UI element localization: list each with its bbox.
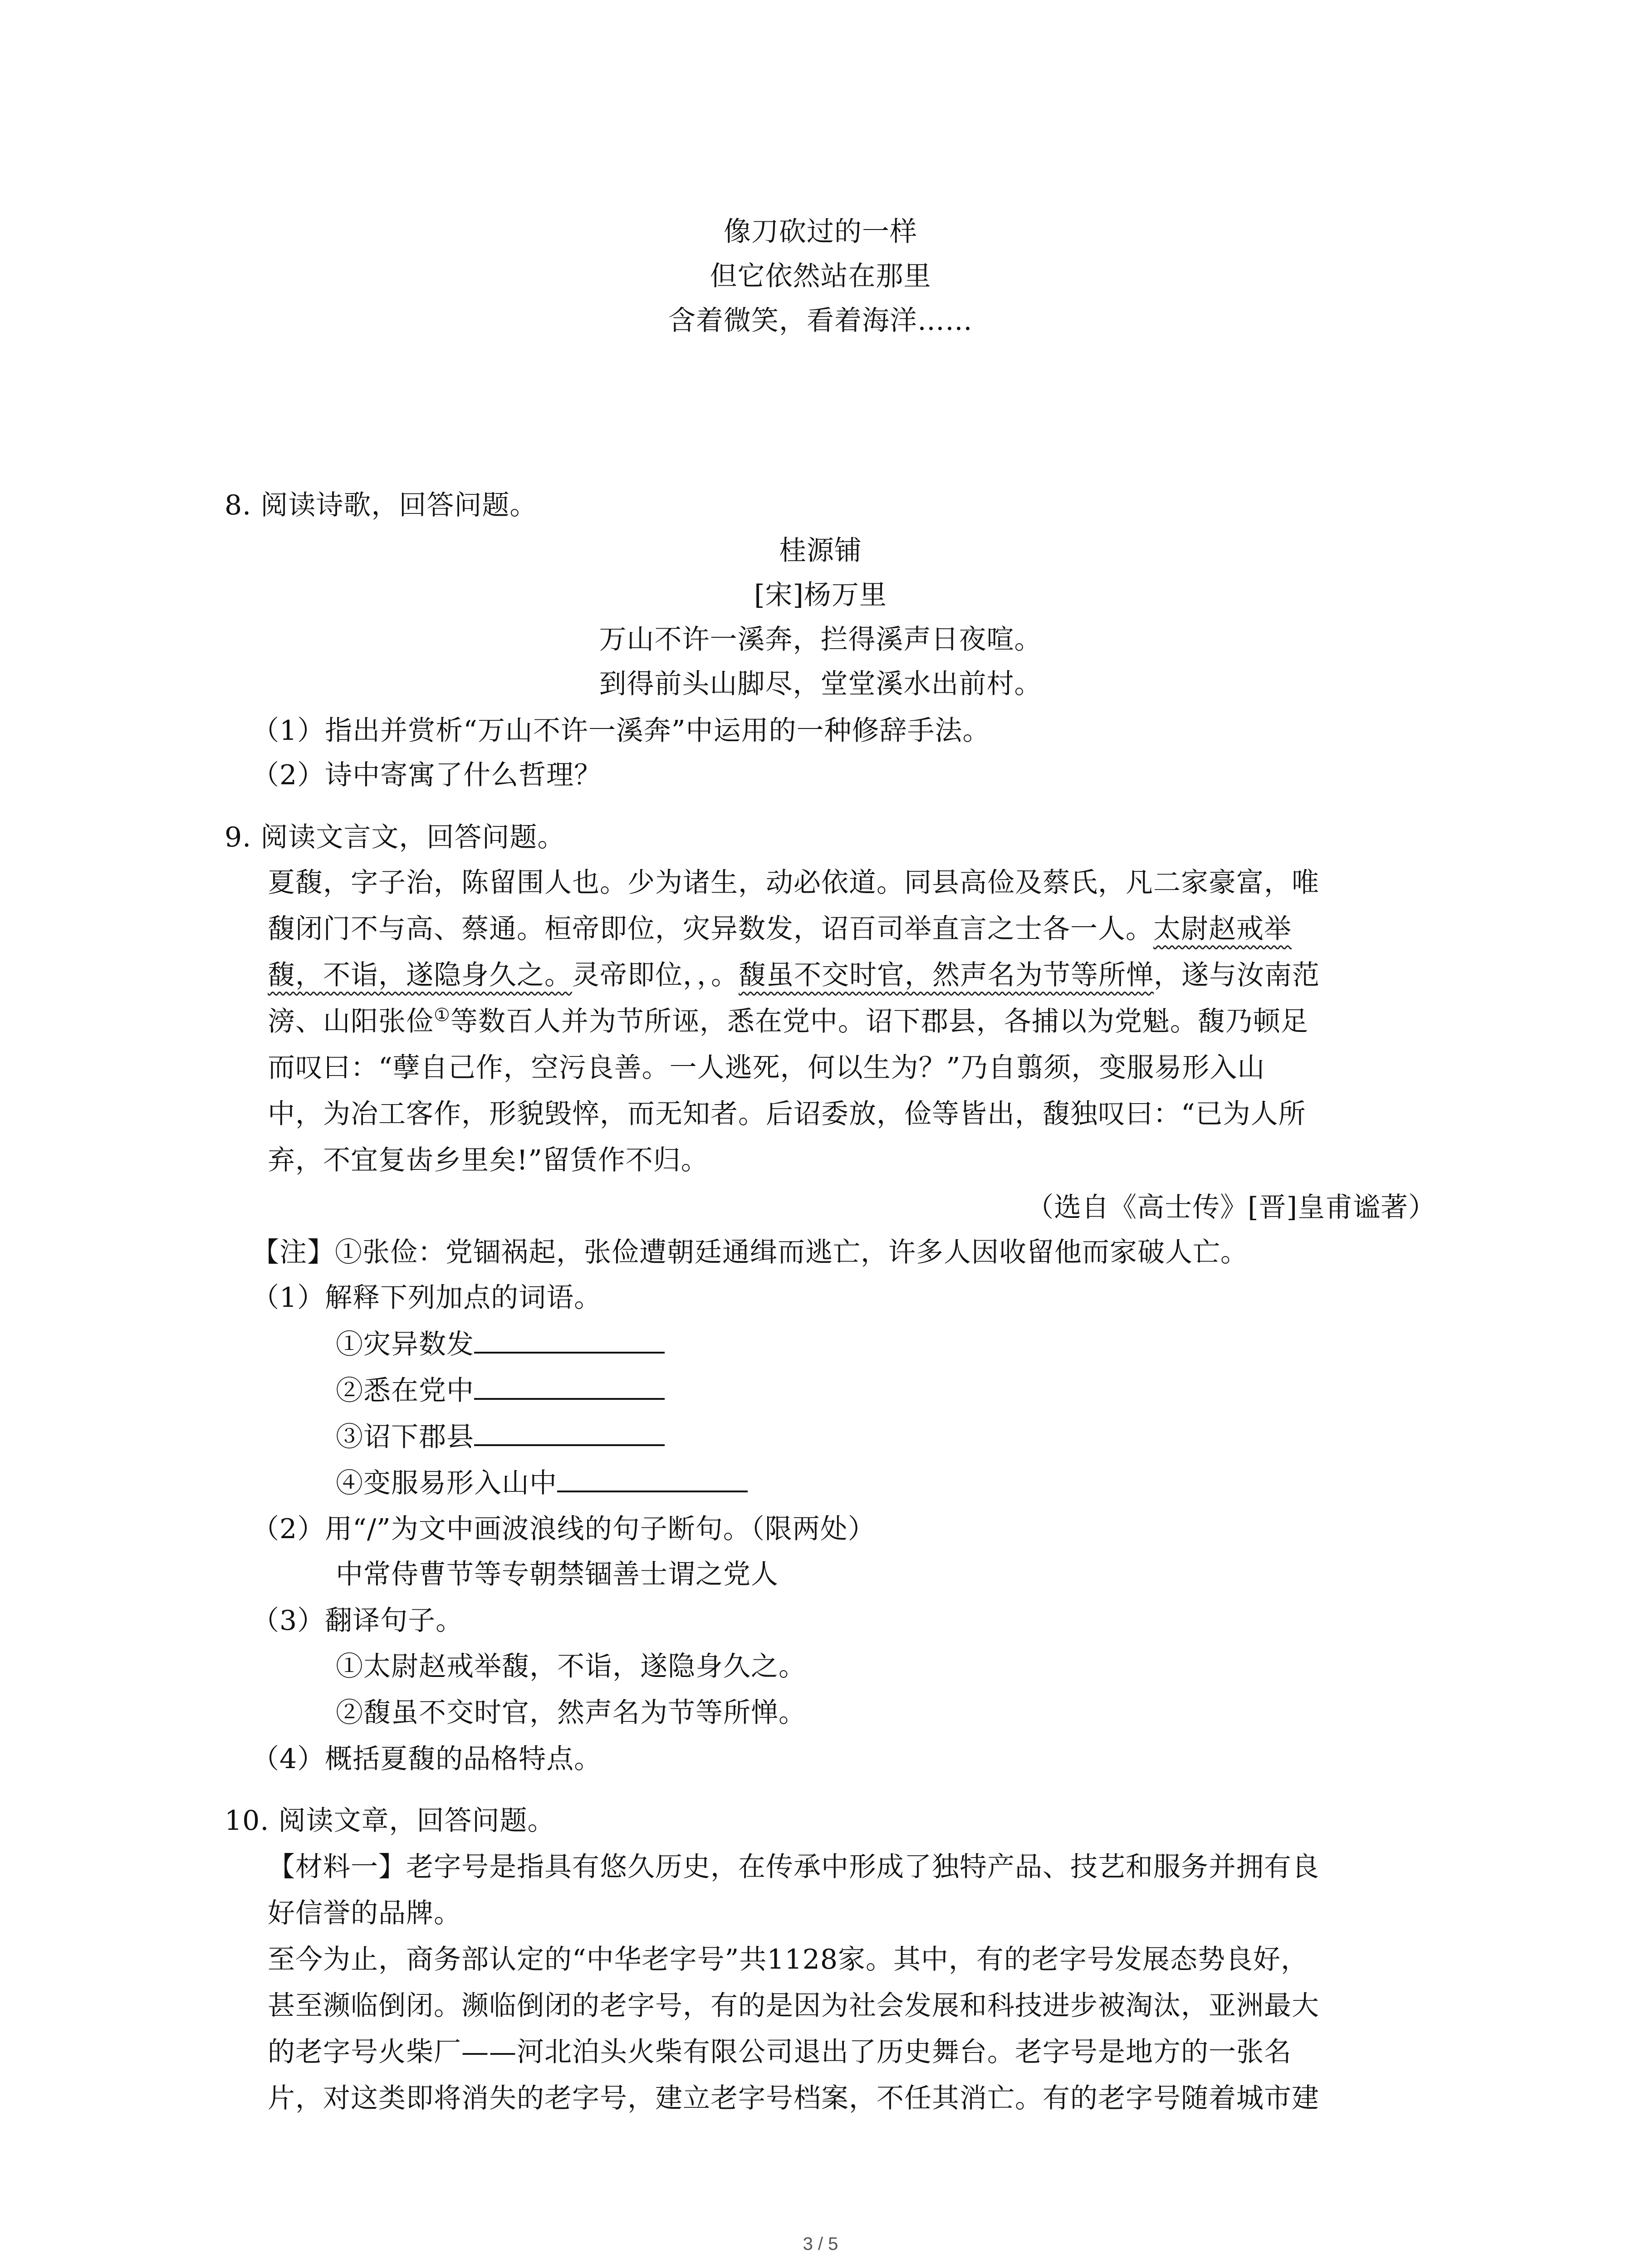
question-8-heading: 8. 阅读诗歌，回答问题。 <box>225 489 538 521</box>
passage-text: 馥闭门不与高、蔡通。桓帝即位，灾异数发，诏百司举直言之士各一人。 <box>268 913 1153 945</box>
passage-line: 弃，不宜复齿乡里矣!”留赁作不归。 <box>268 1144 709 1176</box>
passage-line: 片，对这类即将消失的老字号，建立老字号档案，不任其消亡。有的老字号随着城市建 <box>268 2082 1319 2114</box>
wavy-underlined-text: 太尉赵戒举 <box>1153 913 1292 945</box>
answer-blank[interactable] <box>474 1328 665 1354</box>
footnote: 【注】①张俭：党锢祸起，张俭遭朝廷通缉而逃亡，许多人因收留他而家破人亡。 <box>252 1237 1248 1268</box>
answer-blank[interactable] <box>474 1421 665 1446</box>
poem-line: 含着微笑，看着海洋…… <box>668 305 973 337</box>
question-9-sub4: （4）概括夏馥的品格特点。 <box>252 1743 602 1775</box>
passage-line: 的老字号火柴厂——河北泊头火柴有限公司退出了历史舞台。老字号是地方的一张名 <box>268 2036 1292 2068</box>
page-number: 3 / 5 <box>803 2234 838 2254</box>
question-9-sub1: （1）解释下列加点的词语。 <box>252 1282 602 1314</box>
passage-line <box>268 1851 1319 1883</box>
poem-line: 像刀砍过的一样 <box>724 216 917 248</box>
passage-line: 而叹曰：“孽自己作，空污良善。一人逃死，何以生为？”乃自翦须，变服易形入山 <box>268 1052 1265 1084</box>
passage-text: 灵帝即位，，。 <box>572 959 739 991</box>
translate-item: ②馥虽不交时官，然声名为节等所惮。 <box>336 1697 806 1729</box>
material-label: 【材料一】 <box>268 1851 406 1883</box>
poem-line: 万山不许一溪奔，拦得溪声日夜喧。 <box>599 624 1042 655</box>
sentence-to-punctuate: 中常侍曹节等专朝禁锢善士谓之党人 <box>336 1559 779 1590</box>
vocab-item: ①灾异数发 <box>336 1328 665 1361</box>
footnote-marker: ① <box>434 1005 451 1026</box>
passage-text: 老字号是指具有悠久历史，在传承中形成了独特产品、技艺和服务并拥有良 <box>406 1851 1319 1883</box>
answer-blank[interactable] <box>474 1374 665 1400</box>
wavy-underlined-text: 馥虽不交时官，然声名为节等所惮 <box>739 959 1154 991</box>
passage-line: 中，为冶工客作，形貌毁悴，而无知者。后诏委放，俭等皆出，馥独叹曰：“已为人所 <box>268 1098 1306 1130</box>
passage-line: 好信誉的品牌。 <box>268 1897 461 1929</box>
passage-line <box>268 959 1320 992</box>
passage-line <box>268 1005 1308 1038</box>
question-8-sub1: （1）指出并赏析“万山不许一溪奔”中运用的一种修辞手法。 <box>252 715 990 747</box>
passage-text: ，遂与汝南范 <box>1154 959 1320 991</box>
vocab-item: ④变服易形入山中 <box>336 1467 748 1500</box>
passage-line <box>268 913 1292 945</box>
vocab-item: ③诏下郡县 <box>336 1421 665 1453</box>
wavy-underlined-text: 馥，不诣，遂隐身久之。 <box>268 959 572 991</box>
question-9-heading: 9. 阅读文言文，回答问题。 <box>225 821 565 853</box>
question-9-sub2: （2）用“/”为文中画波浪线的句子断句。（限两处） <box>252 1513 876 1545</box>
poem-line: 到得前头山脚尽，堂堂溪水出前村。 <box>599 668 1042 700</box>
question-9-sub3: （3）翻译句子。 <box>252 1605 464 1637</box>
question-8-sub2: （2）诗中寄寓了什么哲理？ <box>252 759 602 791</box>
poem-author: [宋]杨万里 <box>754 579 887 611</box>
answer-blank[interactable] <box>557 1467 748 1492</box>
passage-text: 等数百人并为节所诬，悉在党中。诏下郡县，各捕以为党魁。馥乃顿足 <box>450 1006 1308 1037</box>
translate-item: ①太尉赵戒举馥，不诣，遂隐身久之。 <box>336 1651 806 1682</box>
passage-text: 滂、山阳张俭 <box>268 1006 434 1037</box>
passage-line: 甚至濒临倒闭。濒临倒闭的老字号，有的是因为社会发展和科技进步被淘汰，亚洲最大 <box>268 1990 1319 2022</box>
poem-line: 但它依然站在那里 <box>710 260 931 292</box>
passage-line: 夏馥，字子治，陈留围人也。少为诸生，动必依道。同县高俭及蔡氏，凡二家豪富，唯 <box>268 867 1319 899</box>
poem-title: 桂源铺 <box>779 535 862 567</box>
question-10-heading: 10. 阅读文章，回答问题。 <box>225 1805 555 1837</box>
vocab-item: ②悉在党中 <box>336 1374 665 1407</box>
passage-line: 至今为止，商务部认定的“中华老字号”共1128家。其中，有的老字号发展态势良好， <box>268 1944 1309 1975</box>
source-citation: （选自《高士传》[晋]皇甫谧著） <box>1026 1192 1436 1223</box>
